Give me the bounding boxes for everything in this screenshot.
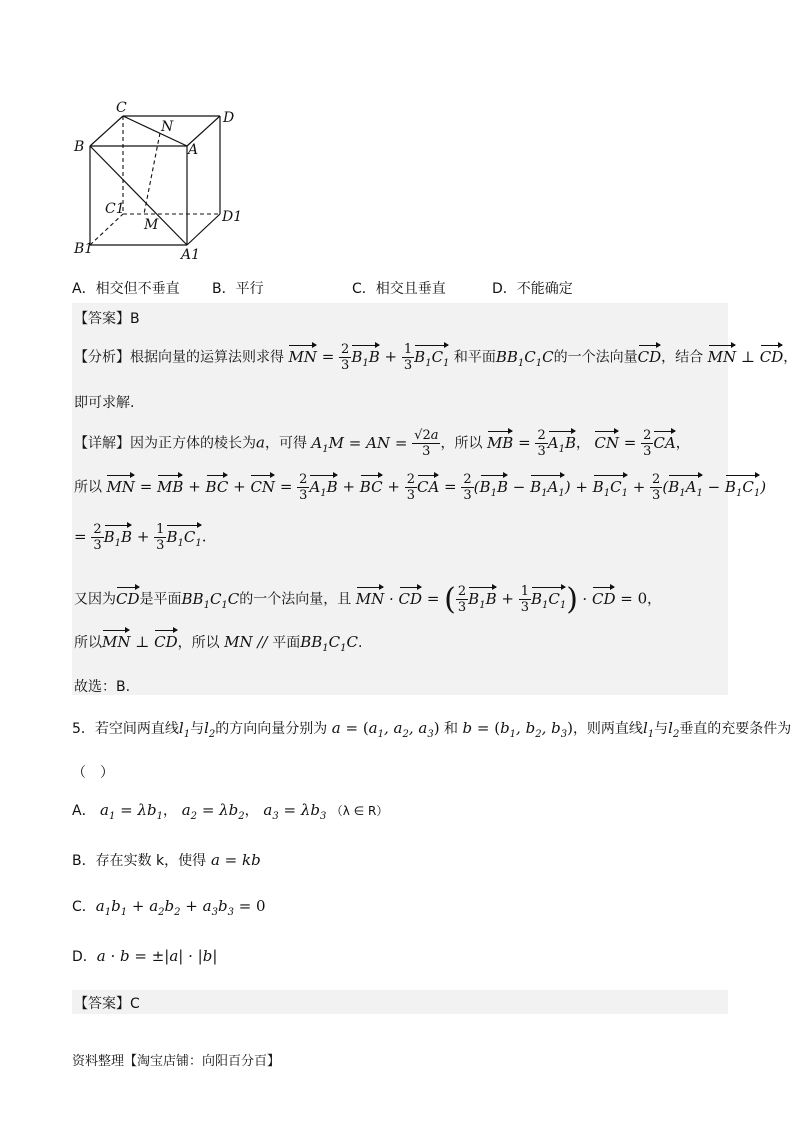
q4-option-b: B．平行 [212,281,264,297]
q4-option-a: A．相交但不垂直 [72,281,180,297]
label-c: C [116,100,127,116]
label-c1: C1 [105,201,125,217]
answer5-block [72,990,728,1014]
label-m: M [144,217,159,233]
label-n: N [161,119,174,135]
detail-line-3: = $\frac{2}{3}$ $B_1B$ + $\frac{1}{3}$ $B_1C_1$. [74,522,207,553]
q5-option-a: A． $a_1 = \lambda b_1$， $a_2 = \lambda b_2$， $a_3 = \lambda b_3$ （λ ∈ R） [72,801,389,822]
detail-line-2: 所以 MN = MB + BC + CN = $\frac{2}{3}$ $A_1B$ + BC + $\frac{2}{3}$ CA = $\frac{2}{3}$ $(B_1B - B_1A_1) + B_1C_1$ + $\frac{2}{3}$ $(B_1A_1 - B_1C_1)$ [74,472,767,503]
label-b1: B1 [74,241,94,257]
label-a1: A1 [181,247,201,263]
q5-option-c: C．$a_1b_1 + a_2b_2 + a_3b_3 = 0$ [72,897,266,918]
answer-5: 【答案】C [74,996,140,1012]
q5-paren: （ ） [72,765,114,781]
label-d1: D1 [222,209,243,225]
label-a: A [188,142,199,158]
q5-option-b: B．存在实数 k，使得 a = kb [72,851,261,869]
q4-option-d: D．不能确定 [492,281,573,297]
q5-stem: 5．若空间两直线$l_1$与$l_2$的方向向量分别为 $a = (a_1$, $a_2$, $a_3$) 和 $b = (b_1$, $b_2$, $b_3$)，则两直线$l_1$与$l_2$垂直的充要条件为 [72,719,792,740]
label-d: D [223,110,235,126]
footer-note: 资料整理【淘宝店铺：向阳百分百】 [72,1054,281,1069]
answer-4: 【答案】B [74,311,140,327]
label-b: B [74,139,85,155]
analysis-line-1: 【分析】根据向量的运算法则求得 MN = $\frac{2}{3}$ $B_1B$ + $\frac{1}{3}$ $B_1C_1$ 和平面$BB_1C_1C$的一个法向量CD，结合 MN ⊥ CD， [74,342,798,373]
conclusion: 故选：B. [74,679,131,695]
cube-figure [70,100,250,265]
analysis-line-2: 即可求解. [74,395,135,411]
detail-line-4: 又因为CD是平面$BB_1C_1C$的一个法向量，且 MN · CD = ( $\frac{2}{3}$ $B_1B$ + $\frac{1}{3}$ $B_1C_1$) · CD = 0， [74,582,662,617]
detail-line-5: 所以MN ⊥ CD，所以 MN // 平面$BB_1C_1C$. [74,633,363,654]
q5-option-d: D．a · b = ±|a| · |b| [72,947,218,965]
q4-option-c: C．相交且垂直 [352,281,446,297]
detail-line-1: 【详解】因为正方体的棱长为a，可得 $A_1M$ = AN = $\frac{√2a}{3}$ ，所以 MB = $\frac{2}{3}$ $A_1B$， CN = $\frac{2}{3}$ CA， [74,428,690,459]
